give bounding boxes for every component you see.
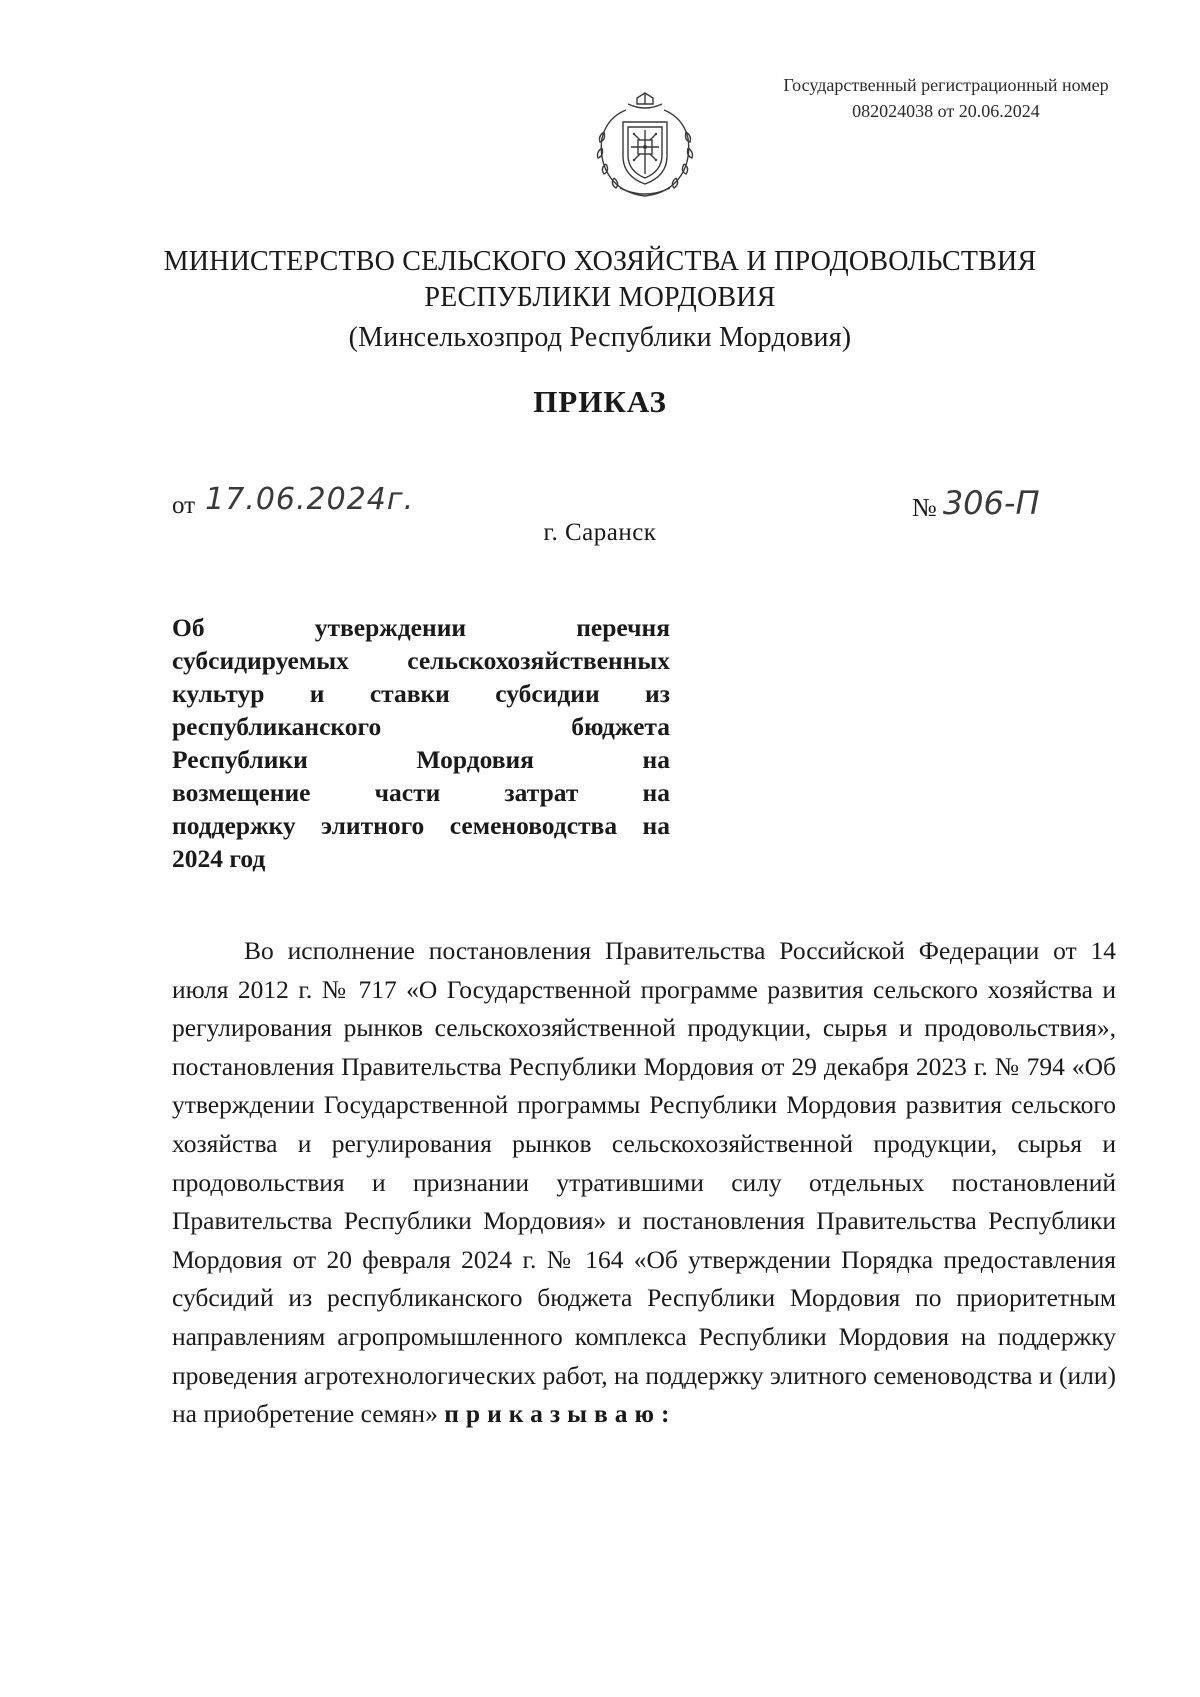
date-prefix: от (172, 492, 196, 519)
document-type-title: ПРИКАЗ (533, 384, 667, 419)
registration-number: 082024038 от 20.06.2024 (852, 101, 1040, 121)
number-prefix: № (912, 493, 937, 522)
subject-line: возмещение части затрат на (172, 778, 670, 807)
date-handwritten: 17.06.2024г. (205, 482, 415, 517)
ministry-short-name: (Минсельхозпрод Республики Мордовия) (348, 322, 852, 353)
registration-label: Государственный регистрационный номер (783, 75, 1109, 95)
ministry-name-line2: РЕСПУБЛИКИ МОРДОВИЯ (424, 282, 776, 313)
document-city: г. Саранск (543, 519, 657, 546)
number-handwritten: 306-П (942, 484, 1040, 522)
document-date (172, 482, 415, 521)
subject-line: 2024 год (172, 844, 266, 873)
subject-line: Республики Мордовия на (172, 745, 670, 774)
subject-line: Об утверждении перечня (172, 613, 670, 642)
ministry-header (0, 244, 1200, 356)
subject-line: республиканского бюджета (172, 712, 670, 741)
body-paragraph (172, 932, 1116, 1434)
order-word: приказываю: (444, 1399, 677, 1429)
document-body (172, 932, 1116, 1434)
registration-number-block (746, 72, 1146, 124)
body-paragraph-text: Во исполнение постановления Правительства Российской Федерации от 14 июля 2012 г. № 717 «О Государственной программе развития сельского хозяйства и регулирования рынков сельскохозяйственной продукции, сырья и продовольствия», постановления Правительства Республики Мордовия от 29 декабря 2023 г. № 794 «Об утверждении Государственной программы Республики Мордовия развития сельского хозяйства и регулирования рынков сельскохозяйственной продукции, сырья и продовольствия и признании утратившими силу отдельных постановлений Правительства Республики Мордовия» и постановления Правительства Республики Мордовия от 20 февраля 2024 г. № 164 «Об утверждении Порядка предоставления субсидий из республиканского бюджета Республики Мордовия по приоритетным направлениям агропромышленного комплекса Республики Мордовия на поддержку проведения агротехнологических работ, на поддержку элитного семеноводства и (или) на приобретение семян» (172, 936, 1116, 1429)
subject-line: поддержку элитного семеноводства на (172, 811, 670, 840)
coat-of-arms-icon (590, 92, 700, 204)
ministry-name-line1: МИНИСТЕРСТВО СЕЛЬСКОГО ХОЗЯЙСТВА И ПРОДОВОЛЬСТВИЯ (163, 246, 1037, 277)
subject-line: культур и ставки субсидии из (172, 679, 670, 708)
document-subject (172, 611, 670, 875)
subject-line: субсидируемых сельскохозяйственных (172, 646, 670, 675)
